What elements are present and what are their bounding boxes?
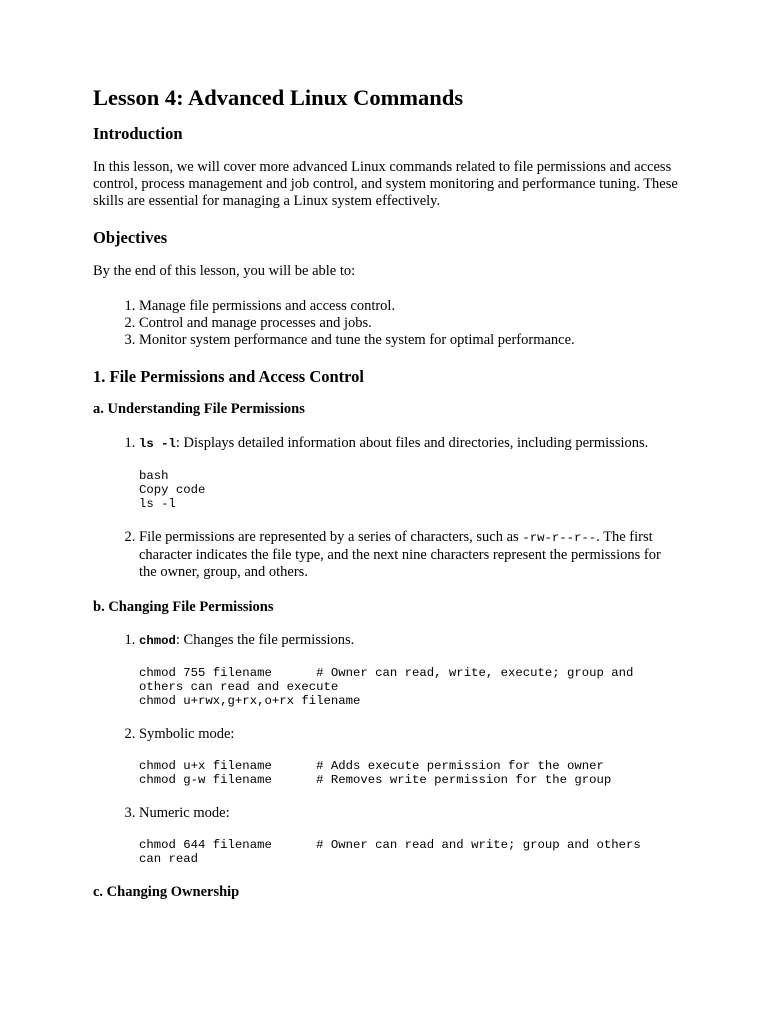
introduction-heading: Introduction xyxy=(93,124,183,143)
list-item-text: : Changes the file permissions. xyxy=(175,632,355,649)
section-1-heading: 1. File Permissions and Access Control xyxy=(93,366,365,386)
list-item xyxy=(139,805,678,866)
list-item-text: Numeric mode: xyxy=(139,805,230,822)
objectives-heading: Objectives xyxy=(93,227,168,247)
list-item-text: Symbolic mode: xyxy=(139,726,235,743)
list-item-text: : Displays detailed information about files and directories, including permissions. xyxy=(175,434,649,451)
objective-item: 1. Manage file permissions and access control. xyxy=(139,298,678,315)
list-item-text: . The first character indicates the file type, and the next nine characters represent the permissions for the owner, group, and others. xyxy=(139,528,661,580)
inline-command: ls -l xyxy=(139,436,176,451)
list-item xyxy=(139,529,678,581)
section-1a-list xyxy=(93,435,678,581)
document-page xyxy=(93,84,678,918)
list-item xyxy=(139,726,678,787)
section-1b-list xyxy=(93,632,678,866)
section-1a-heading: a. Understanding File Permissions xyxy=(93,401,305,418)
section-1c-heading: c. Changing Ownership xyxy=(93,884,240,901)
introduction-text: In this lesson, we will cover more advanced Linux commands related to file permissions and access control, process management and job control, and system monitoring and performance tuning. These skills are essential for managing a Linux system effectively. xyxy=(93,158,678,209)
objectives-list xyxy=(93,298,678,349)
list-item xyxy=(139,435,678,511)
inline-command: chmod xyxy=(139,634,176,649)
objective-item: 3. Monitor system performance and tune the system for optimal performance. xyxy=(139,332,678,349)
list-item-text: File permissions are represented by a series of characters, such as xyxy=(139,528,523,545)
objective-item: 2. Control and manage processes and jobs. xyxy=(139,315,678,332)
code-block: chmod 644 filename # Owner can read and write; group and others can read xyxy=(139,838,641,867)
code-block: chmod 755 filename # Owner can read, write, execute; group and others can read and execute chmod u+rwx,g+rx,o+rx filename xyxy=(139,666,634,709)
page-title: Lesson 4: Advanced Linux Commands xyxy=(93,85,464,110)
code-block: bash Copy code ls -l xyxy=(139,468,206,511)
code-block: chmod u+x filename # Adds execute permission for the owner chmod g-w filename # Removes write permission for the group xyxy=(139,759,612,788)
objectives-lead: By the end of this lesson, you will be able to: xyxy=(93,262,356,279)
list-item xyxy=(139,632,678,708)
section-1b-heading: b. Changing File Permissions xyxy=(93,598,274,615)
inline-code: -rw-r--r-- xyxy=(522,530,597,545)
